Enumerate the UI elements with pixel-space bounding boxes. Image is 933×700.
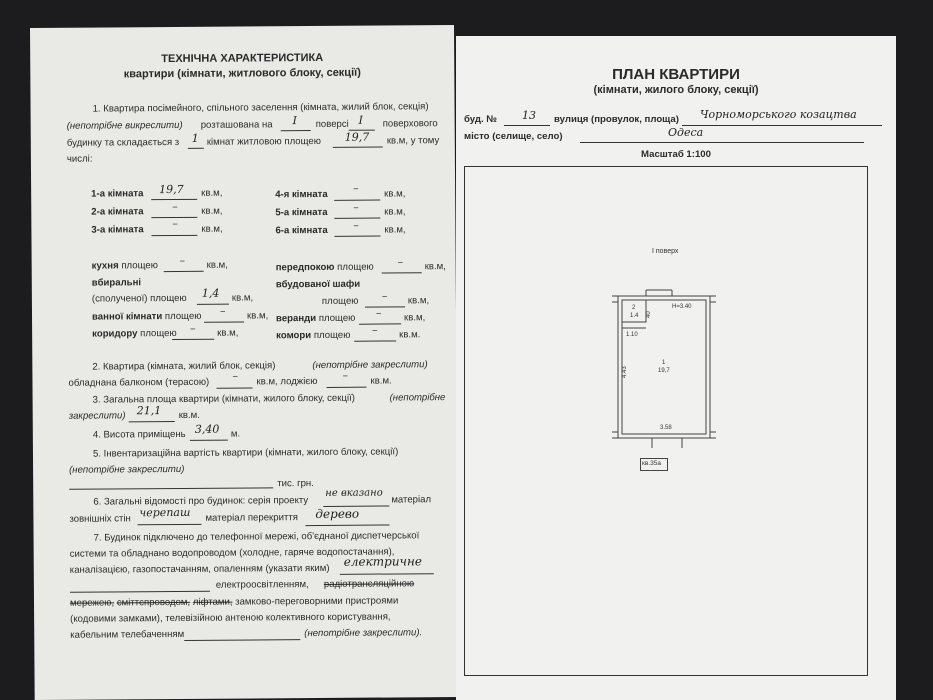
p7-line2: системи та обладнано водопроводом (холодне, гаряче водопостачання), bbox=[69, 546, 395, 560]
room-2-value: – bbox=[172, 199, 178, 214]
p7-line1: 7. Будинок підключено до телефонної мережі, об'єднаної диспетчерської bbox=[93, 530, 420, 544]
rooms-line bbox=[188, 148, 204, 149]
veranda-row: веранди площею bbox=[275, 312, 356, 325]
room-6-line bbox=[334, 236, 380, 237]
plan-subtitle: (кімнати, жилого блоку, секції) bbox=[593, 84, 759, 96]
veranda-value: – bbox=[375, 306, 382, 320]
hall-value: – bbox=[397, 255, 404, 269]
hall-unit: кв.м, bbox=[424, 261, 446, 273]
p7-line7b: (непотрібне закреслити). bbox=[304, 627, 423, 640]
room2-no: 2 bbox=[632, 305, 636, 311]
p5-line2: (непотрібне закреслити) bbox=[69, 463, 185, 476]
p2-line2a: обладнана балконом (терасою) bbox=[68, 376, 210, 389]
p7-line4b: радіотрансляційною bbox=[323, 578, 415, 590]
height-value: 3,40 bbox=[194, 422, 220, 436]
room-4-unit: кв.м, bbox=[384, 188, 406, 200]
loggia-value: – bbox=[342, 368, 348, 382]
room1-area: 19,7 bbox=[658, 368, 670, 374]
p3-line2a: закреслити) bbox=[68, 410, 126, 422]
room-4-value: – bbox=[353, 181, 359, 195]
p7-line7a: кабельним телебаченням bbox=[70, 628, 185, 641]
p7-line5: мережею, сміттєпроводом, ліфтами, замково-переговорними пристроями bbox=[69, 595, 399, 609]
room-5-unit: кв.м, bbox=[384, 206, 406, 218]
apt-label: кв.35а bbox=[642, 460, 661, 467]
p1-line2b: розташована на bbox=[200, 119, 273, 131]
left-title: ТЕХНІЧНА ХАРАКТЕРИСТИКА bbox=[161, 51, 324, 66]
left-subtitle: квартири (кімнати, житлового блоку, секції) bbox=[123, 66, 361, 81]
p2-line1a: 2. Квартира (кімната, жилий блок, секція) bbox=[92, 360, 276, 373]
p7-line3: каналізацією, газопостачанням, опаленням (указати яким) bbox=[69, 562, 330, 576]
room-1-unit: кв.м, bbox=[201, 187, 223, 199]
p1-line3b: кімнат житловою площею bbox=[206, 135, 321, 148]
hall-row: передпокою площею bbox=[275, 261, 374, 274]
p6-line2b: матеріал перекриття bbox=[205, 512, 298, 524]
floor-line bbox=[281, 130, 311, 131]
p6-line1b: матеріал bbox=[391, 494, 432, 506]
wardrobe-line bbox=[365, 306, 405, 307]
street-line bbox=[682, 125, 882, 126]
street-label: вулиця (провулок, площа) bbox=[554, 114, 679, 125]
p5-line1: 5. Інвентаризаційна вартість квартири (кімнати, жилого блоку, секції) bbox=[92, 446, 399, 460]
storage-row: комори площею bbox=[276, 329, 351, 342]
loggia-line bbox=[327, 387, 367, 388]
street-value: Чорноморського козацтва bbox=[700, 108, 857, 121]
p1-line2a: (непотрібне викреслити) bbox=[66, 119, 183, 132]
p3-line2b: кв.м. bbox=[178, 409, 200, 421]
p4-label: 4. Висота приміщень bbox=[92, 428, 186, 441]
scale: Масштаб 1:100 bbox=[641, 149, 711, 160]
series-value: не вказано bbox=[325, 487, 383, 499]
ceiling-line bbox=[305, 525, 389, 527]
wc-row: (сполученої) площею bbox=[91, 292, 187, 305]
floor-value: I bbox=[292, 114, 298, 128]
height-line bbox=[190, 440, 228, 441]
balcony-line bbox=[217, 387, 253, 388]
ceiling-value: дерево bbox=[315, 506, 360, 522]
width-dim: 3.58 bbox=[660, 425, 672, 431]
living-area-line bbox=[333, 147, 383, 148]
right-page bbox=[456, 36, 896, 700]
wardrobe-value: – bbox=[381, 289, 388, 303]
wardrobe-unit: кв.м, bbox=[407, 295, 430, 307]
kitchen-value: – bbox=[179, 253, 186, 267]
p3-line1b: (непотрібне bbox=[389, 392, 446, 404]
p1-line4: числі: bbox=[66, 153, 93, 165]
wc-width: 1.10 bbox=[626, 332, 638, 338]
room-1-label: 1-а кімната bbox=[91, 188, 144, 200]
bath-unit: кв.м, bbox=[246, 310, 269, 322]
total-area-line bbox=[129, 421, 175, 422]
floor-plan bbox=[612, 288, 732, 466]
p7-line4a: електроосвітленням, bbox=[215, 579, 309, 591]
wardrobe-area-word: площею bbox=[321, 295, 359, 307]
floors-total-value: I bbox=[358, 113, 364, 127]
p7-blank-line bbox=[70, 591, 210, 593]
p4-unit: м. bbox=[230, 428, 241, 440]
wc-dim: 40 bbox=[646, 311, 652, 318]
room-4-label: 4-я кімната bbox=[275, 188, 328, 201]
storage-line bbox=[354, 340, 396, 341]
walls-value: черепаш bbox=[139, 505, 191, 520]
corridor-unit: кв.м, bbox=[217, 327, 239, 339]
room-6-value: – bbox=[353, 218, 359, 232]
value-line bbox=[69, 487, 273, 489]
p1-line2c: поверсі bbox=[315, 118, 349, 131]
p6-line1a: 6. Загальні відомості про будинок: серія проекту bbox=[93, 495, 309, 508]
wc-label: вбиральні bbox=[91, 277, 142, 289]
balcony-value: – bbox=[232, 369, 238, 383]
hall-line bbox=[382, 272, 422, 273]
heating-value: електричне bbox=[343, 554, 423, 569]
living-area-value: 19,7 bbox=[344, 130, 370, 144]
bud-label: буд. № bbox=[464, 114, 498, 125]
room-3-value: – bbox=[172, 216, 178, 231]
p7-line6: (кодовими замками), телевізійною антеною колективного користування, bbox=[70, 611, 391, 625]
p1-line3c: кв.м, у тому bbox=[386, 135, 440, 147]
room-6-label: 6-а кімната bbox=[275, 224, 328, 237]
storage-value: – bbox=[372, 323, 378, 337]
rooms-value: 1 bbox=[191, 131, 199, 145]
room-5-value: – bbox=[353, 200, 359, 214]
bath-value: – bbox=[219, 304, 226, 318]
corridor-line bbox=[172, 339, 214, 340]
p2-line2c: кв.м. bbox=[370, 375, 392, 387]
wc-value: 1,4 bbox=[201, 286, 220, 300]
left-page bbox=[30, 25, 459, 700]
veranda-line bbox=[359, 323, 401, 324]
room-2-label: 2-а кімната bbox=[91, 206, 144, 218]
bud-number: 13 bbox=[522, 109, 536, 122]
storage-unit: кв.м. bbox=[399, 329, 421, 341]
p3-line1a: 3. Загальна площа квартири (кімнати, жилого блоку, секції) bbox=[92, 392, 355, 406]
room-3-unit: кв.м, bbox=[201, 223, 223, 235]
corridor-value: – bbox=[190, 321, 196, 335]
cable-line bbox=[184, 639, 300, 641]
kitchen-row: кухня площею bbox=[91, 260, 158, 272]
p1-line3a: будинку та складається з bbox=[66, 136, 180, 149]
wardrobe-label: вбудованої шафи bbox=[275, 278, 361, 291]
wc-unit: кв.м, bbox=[231, 292, 254, 304]
bud-line bbox=[504, 125, 550, 126]
heating-line bbox=[340, 573, 434, 575]
p2-line1b: (непотрібне закреслити) bbox=[312, 359, 428, 372]
floor-label: I поверх bbox=[652, 248, 679, 255]
kitchen-line bbox=[164, 271, 204, 272]
p6-line2a: зовнішніх стін bbox=[69, 513, 131, 525]
room-6-unit: кв.м, bbox=[384, 224, 406, 236]
total-area-value: 21,1 bbox=[136, 404, 162, 418]
room-1-value: 19,7 bbox=[159, 182, 184, 197]
p1-line1: 1. Квартира посімейного, спільного заселення (кімната, жилий блок, секція) bbox=[92, 101, 429, 115]
veranda-unit: кв.м, bbox=[403, 312, 426, 324]
city-line bbox=[580, 142, 864, 143]
height-label: H=3.40 bbox=[672, 304, 692, 310]
room1-no: 1 bbox=[662, 360, 666, 366]
walls-line bbox=[137, 524, 201, 525]
city-value: Одеса bbox=[668, 126, 704, 139]
city-label: місто (селище, село) bbox=[464, 131, 563, 142]
plan-title: ПЛАН КВАРТИРИ bbox=[612, 66, 740, 83]
room-3-line bbox=[151, 235, 197, 236]
kitchen-unit: кв.м, bbox=[206, 259, 228, 271]
room-3-label: 3-а кімната bbox=[91, 224, 144, 236]
bath-row: ванної кімнати площею bbox=[91, 310, 202, 323]
length-dim: 4.43 bbox=[622, 366, 628, 378]
p2-line2b: кв.м, лоджією bbox=[256, 376, 318, 388]
bath-line bbox=[204, 322, 244, 323]
room-5-label: 5-а кімната bbox=[275, 206, 328, 219]
p1-line2d: поверхового bbox=[382, 118, 438, 130]
room2-area: 1.4 bbox=[630, 313, 639, 319]
corridor-row: коридору площею bbox=[92, 327, 177, 340]
room-2-unit: кв.м, bbox=[201, 205, 223, 217]
p5-line3: тис. грн. bbox=[277, 478, 314, 490]
